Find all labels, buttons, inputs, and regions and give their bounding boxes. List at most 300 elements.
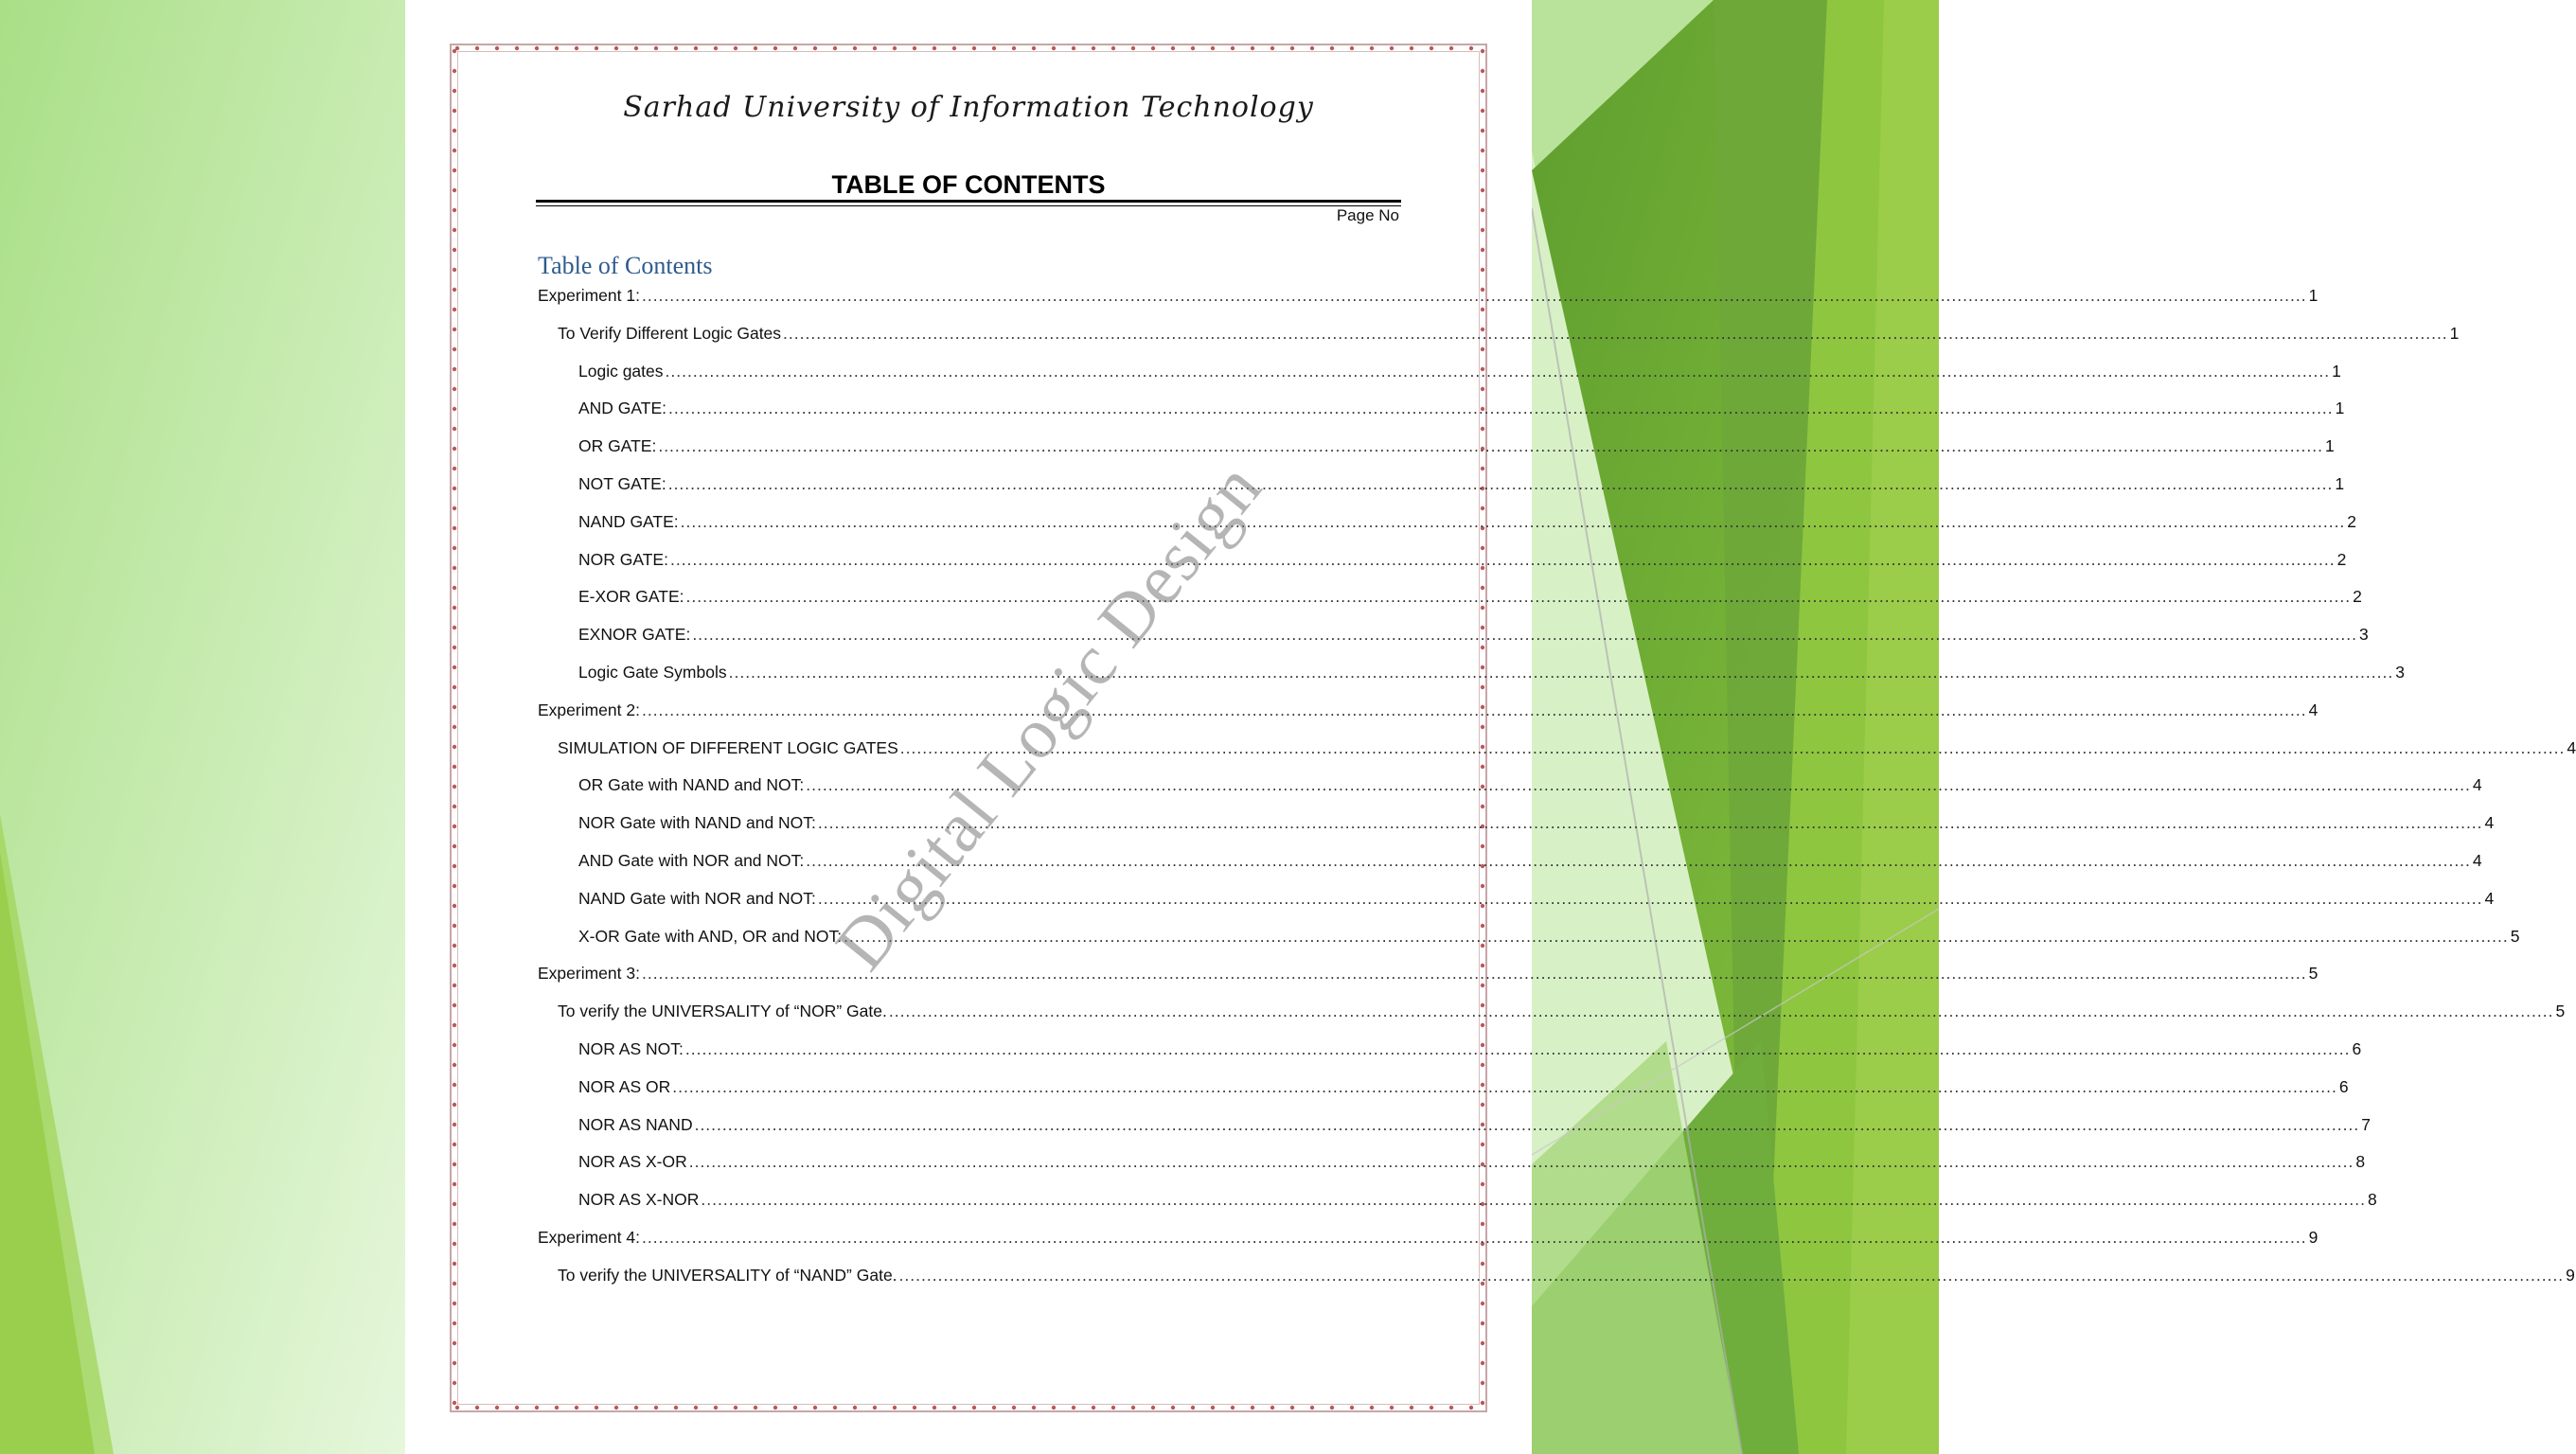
border-ornament: [1481, 984, 1484, 987]
border-ornament: [453, 1321, 456, 1325]
border-ornament: [952, 46, 956, 50]
toc-entry[interactable]: [578, 663, 2405, 685]
toc-title: Table of Contents: [538, 252, 713, 279]
border-ornament: [453, 367, 456, 371]
toc-entry-text: NOT GATE:: [578, 474, 666, 493]
border-ornament: [453, 904, 456, 908]
border-ornament: [1481, 1361, 1484, 1365]
border-ornament: [453, 1023, 456, 1027]
border-ornament: [453, 765, 456, 769]
border-ornament: [453, 1063, 456, 1067]
border-ornament: [654, 1406, 658, 1410]
toc-entry[interactable]: [558, 323, 2460, 346]
university-name: Sarhad University of Information Technology: [623, 91, 1314, 124]
border-ornament: [1370, 46, 1374, 50]
border-ornament: [933, 1406, 936, 1410]
border-ornament: [453, 884, 456, 888]
border-ornament: [453, 467, 456, 470]
toc-entry-text: AND GATE:: [578, 399, 667, 418]
toc-entry[interactable]: [538, 1228, 2318, 1250]
toc-entry-text: Experiment 4:: [538, 1228, 640, 1247]
toc-leader-dots: ............................................................................................................................................................................................................................................................................................................: [783, 323, 2448, 343]
border-ornament: [992, 1406, 996, 1410]
border-ornament: [1410, 1406, 1413, 1410]
border-ornament: [1310, 46, 1314, 50]
border-ornament: [453, 1282, 456, 1286]
toc-entry-text: NOR AS X-OR: [578, 1152, 687, 1172]
border-ornament: [1092, 46, 1095, 50]
border-ornament: [453, 1162, 456, 1166]
border-ornament: [453, 427, 456, 431]
toc-leader-dots: ............................................................................................................................................................................................................................................................................................................: [688, 1152, 2354, 1172]
border-ornament: [535, 1406, 539, 1410]
border-ornament: [453, 646, 456, 649]
toc-entry[interactable]: [578, 436, 2335, 459]
border-ornament: [1171, 46, 1175, 50]
border-ornament: [1151, 46, 1155, 50]
toc-leader-dots: ............................................................................................................................................................................................................................................................................................................: [641, 964, 2307, 984]
toc-leader-dots: ............................................................................................................................................................................................................................................................................................................: [694, 1114, 2360, 1134]
border-ornament: [575, 46, 578, 50]
border-ornament: [1052, 46, 1056, 50]
border-ornament: [1481, 884, 1484, 888]
toc-entry-page: 1: [2332, 361, 2341, 381]
border-ornament: [1131, 1406, 1135, 1410]
border-ornament: [1481, 506, 1484, 510]
border-ornament: [793, 1406, 797, 1410]
toc-leader-dots: ............................................................................................................................................................................................................................................................................................................: [684, 1039, 2351, 1058]
toc-leader-dots: ............................................................................................................................................................................................................................................................................................................: [665, 361, 2331, 381]
border-ornament: [614, 46, 618, 50]
toc-leader-dots: ............................................................................................................................................................................................................................................................................................................: [701, 1190, 2367, 1210]
heading-rule: [536, 200, 1401, 203]
border-ornament: [1370, 1406, 1374, 1410]
border-ornament: [455, 1406, 459, 1410]
toc-entry-text: NOR Gate with NAND and NOT:: [578, 813, 816, 833]
border-ornament: [833, 1406, 837, 1410]
toc-entry-text: AND Gate with NOR and NOT:: [578, 851, 805, 870]
border-ornament: [1481, 1103, 1484, 1107]
border-ornament: [1481, 387, 1484, 391]
border-ornament: [453, 1401, 456, 1405]
border-ornament: [453, 745, 456, 749]
border-ornament: [1211, 1406, 1215, 1410]
border-ornament: [453, 1262, 456, 1266]
border-ornament: [1111, 46, 1115, 50]
border-ornament: [1481, 1182, 1484, 1186]
toc-entry-text: NOR AS NAND: [578, 1114, 693, 1134]
border-ornament: [913, 1406, 916, 1410]
border-ornament: [833, 46, 837, 50]
border-ornament: [1171, 1406, 1175, 1410]
toc-entry[interactable]: [578, 888, 2495, 912]
border-ornament: [453, 487, 456, 490]
border-ornament: [1072, 1406, 1075, 1410]
border-ornament: [1481, 268, 1484, 272]
toc-entry-page: 5: [2510, 926, 2520, 946]
border-ornament: [453, 208, 456, 212]
border-ornament: [1481, 248, 1484, 252]
toc-entry[interactable]: [578, 587, 2362, 610]
border-ornament: [1251, 1406, 1254, 1410]
toc-leader-dots: ............................................................................................................................................................................................................................................................................................................: [806, 775, 2471, 795]
border-ornament: [595, 1406, 598, 1410]
border-ornament: [475, 46, 479, 50]
border-ornament: [1481, 805, 1484, 808]
border-ornament: [1469, 1406, 1473, 1410]
border-ornament: [1481, 149, 1484, 152]
border-ornament: [453, 586, 456, 590]
border-ornament: [714, 46, 718, 50]
border-ornament: [453, 407, 456, 411]
border-ornament: [992, 46, 996, 50]
toc-entry-page: 8: [2368, 1190, 2377, 1210]
toc-entry[interactable]: [578, 1076, 2349, 1100]
border-ornament: [873, 1406, 877, 1410]
border-ornament: [773, 1406, 777, 1410]
border-ornament: [1032, 46, 1036, 50]
toc-leader-dots: ............................................................................................................................................................................................................................................................................................................: [685, 587, 2352, 607]
border-ornament: [1350, 1406, 1354, 1410]
toc-entry-page: 4: [2308, 700, 2318, 719]
border-ornament: [1481, 228, 1484, 232]
border-ornament: [595, 46, 598, 50]
toc-entry[interactable]: [578, 361, 2341, 384]
border-ornament: [453, 1003, 456, 1007]
border-ornament: [1330, 46, 1334, 50]
toc-leader-dots: ............................................................................................................................................................................................................................................................................................................: [844, 926, 2509, 946]
border-ornament: [453, 347, 456, 351]
toc-entry[interactable]: [578, 1039, 2362, 1062]
border-ornament: [453, 526, 456, 530]
border-ornament: [1191, 1406, 1195, 1410]
border-ornament: [893, 46, 897, 50]
border-ornament: [1191, 46, 1195, 50]
toc-entry-page: 8: [2355, 1152, 2366, 1172]
toc-entry-page: 9: [2308, 1228, 2318, 1247]
border-ornament: [1481, 308, 1484, 311]
border-ornament: [1430, 1406, 1433, 1410]
toc-leader-dots: ............................................................................................................................................................................................................................................................................................................: [806, 851, 2471, 870]
toc-entry-text: Experiment 2:: [538, 700, 640, 719]
border-ornament: [1449, 46, 1453, 50]
border-ornament: [1481, 1321, 1484, 1325]
toc-entry[interactable]: [558, 1002, 2566, 1024]
watermark: Digital Logic Design: [820, 448, 1277, 985]
border-ornament: [813, 1406, 817, 1410]
border-ornament: [453, 1123, 456, 1126]
border-ornament: [933, 46, 936, 50]
border-ornament: [694, 46, 698, 50]
border-ornament: [1481, 1341, 1484, 1345]
border-ornament: [1330, 1406, 1334, 1410]
border-ornament: [453, 944, 456, 948]
toc-entry[interactable]: [558, 1265, 2575, 1288]
border-ornament: [453, 1043, 456, 1047]
toc-leader-dots: ............................................................................................................................................................................................................................................................................................................: [817, 888, 2483, 908]
border-ornament: [972, 1406, 976, 1410]
toc-leader-dots: ............................................................................................................................................................................................................................................................................................................: [668, 399, 2334, 418]
border-ornament: [1481, 69, 1484, 73]
border-ornament: [1481, 208, 1484, 212]
border-ornament: [1481, 725, 1484, 729]
border-ornament: [1481, 1381, 1484, 1385]
toc-leader-dots: ............................................................................................................................................................................................................................................................................................................: [669, 549, 2336, 569]
border-ornament: [1481, 1302, 1484, 1305]
toc-entry[interactable]: [578, 399, 2345, 421]
border-ornament: [1481, 1143, 1484, 1146]
border-ornament: [475, 1406, 479, 1410]
border-ornament: [1151, 1406, 1155, 1410]
border-ornament: [1310, 1406, 1314, 1410]
toc-entry-page: 2: [2336, 549, 2347, 569]
toc-entry-page: 4: [2567, 737, 2576, 757]
toc-entry-page: 1: [2449, 323, 2460, 343]
toc-leader-dots: ............................................................................................................................................................................................................................................................................................................: [672, 1076, 2337, 1096]
toc-entry-page: 1: [2335, 399, 2345, 418]
toc-entry-page: 1: [2324, 436, 2335, 456]
border-ornament: [453, 268, 456, 272]
toc-entry-page: 7: [2361, 1114, 2371, 1134]
toc-entry-page: 6: [2338, 1076, 2349, 1096]
border-ornament: [453, 924, 456, 928]
border-ornament: [793, 46, 797, 50]
border-ornament: [1430, 46, 1433, 50]
toc-entry-text: EXNOR GATE:: [578, 625, 691, 645]
toc-entry-page: 5: [2308, 964, 2318, 984]
toc-entry-text: NOR AS X-NOR: [578, 1190, 700, 1210]
toc-entry[interactable]: [578, 625, 2369, 647]
border-ornament: [453, 546, 456, 550]
border-ornament: [453, 1083, 456, 1087]
toc-entry-text: NAND GATE:: [578, 511, 679, 531]
border-ornament: [453, 228, 456, 232]
border-ornament: [1111, 1406, 1115, 1410]
border-ornament: [575, 1406, 578, 1410]
border-ornament: [453, 964, 456, 967]
border-ornament: [535, 46, 539, 50]
toc-leader-dots: ............................................................................................................................................................................................................................................................................................................: [641, 700, 2307, 719]
border-ornament: [453, 1182, 456, 1186]
border-ornament: [853, 1406, 857, 1410]
border-ornament: [453, 725, 456, 729]
toc-leader-dots: ............................................................................................................................................................................................................................................................................................................: [641, 1228, 2307, 1247]
border-ornament: [453, 1103, 456, 1107]
page-no-label: Page No: [1336, 206, 1399, 224]
border-ornament: [453, 606, 456, 610]
heading-rule-thin: [536, 205, 1401, 206]
toc-entry-text: SIMULATION OF DIFFERENT LOGIC GATES: [558, 737, 898, 757]
toc-entry[interactable]: [578, 926, 2520, 949]
toc-leader-dots: ............................................................................................................................................................................................................................................................................................................: [680, 511, 2346, 531]
border-ornament: [1072, 46, 1075, 50]
toc-entry[interactable]: [578, 549, 2347, 573]
toc-entry-page: 4: [2472, 775, 2482, 795]
border-ornament: [453, 69, 456, 73]
toc-entry-text: To Verify Different Logic Gates: [558, 323, 782, 343]
toc-entry[interactable]: [578, 1114, 2371, 1138]
border-ornament: [873, 46, 877, 50]
border-ornament: [1012, 1406, 1016, 1410]
border-ornament: [453, 308, 456, 311]
border-ornament: [453, 387, 456, 391]
document-page: [405, 0, 2576, 1454]
border-ornament: [734, 1406, 737, 1410]
toc-leader-dots: ............................................................................................................................................................................................................................................................................................................: [817, 813, 2483, 833]
border-ornament: [1481, 685, 1484, 689]
toc-entry[interactable]: [578, 474, 2345, 497]
border-ornament: [453, 328, 456, 331]
toc-entry-text: E-XOR GATE:: [578, 587, 684, 607]
toc-entry[interactable]: [578, 1152, 2366, 1175]
border-ornament: [495, 46, 499, 50]
toc-leader-dots: ............................................................................................................................................................................................................................................................................................................: [692, 625, 2357, 645]
border-ornament: [453, 685, 456, 689]
toc-entry-text: NAND Gate with NOR and NOT:: [578, 888, 816, 908]
border-ornament: [453, 1361, 456, 1365]
border-ornament: [1012, 46, 1016, 50]
border-ornament: [453, 864, 456, 868]
toc-entry-text: OR Gate with NAND and NOT:: [578, 775, 805, 795]
toc-leader-dots: ............................................................................................................................................................................................................................................................................................................: [899, 737, 2566, 757]
border-ornament: [453, 1222, 456, 1226]
toc-leader-dots: ............................................................................................................................................................................................................................................................................................................: [658, 436, 2323, 456]
toc-entry-text: Logic gates: [578, 361, 664, 381]
border-ornament: [453, 506, 456, 510]
border-ornament: [1481, 1063, 1484, 1067]
toc-entry-text: Logic Gate Symbols: [578, 663, 727, 682]
border-ornament: [453, 49, 456, 53]
border-ornament: [1390, 1406, 1394, 1410]
border-ornament: [1390, 46, 1394, 50]
toc-entry-text: Experiment 3:: [538, 964, 640, 984]
border-ornament: [453, 825, 456, 828]
border-ornament: [1481, 844, 1484, 848]
border-ornament: [453, 626, 456, 629]
border-ornament: [674, 46, 678, 50]
border-ornament: [1270, 1406, 1274, 1410]
border-ornament: [1092, 1406, 1095, 1410]
border-ornament: [1481, 646, 1484, 649]
border-ornament: [1481, 129, 1484, 133]
toc-entry-page: 6: [2352, 1039, 2362, 1058]
border-ornament: [853, 46, 857, 50]
toc-entry-page: 9: [2566, 1265, 2575, 1285]
border-ornament: [453, 1242, 456, 1246]
border-ornament: [453, 1341, 456, 1345]
border-ornament: [813, 46, 817, 50]
border-ornament: [1481, 49, 1484, 53]
toc-entry-page: 2: [2353, 587, 2362, 607]
toc-leader-dots: ............................................................................................................................................................................................................................................................................................................: [888, 1002, 2554, 1021]
border-ornament: [453, 1381, 456, 1385]
border-ornament: [1469, 46, 1473, 50]
border-ornament: [734, 46, 737, 50]
border-ornament: [674, 1406, 678, 1410]
border-ornament: [1290, 46, 1294, 50]
border-ornament: [952, 1406, 956, 1410]
border-ornament: [754, 1406, 757, 1410]
border-ornament: [1481, 1023, 1484, 1027]
border-ornament: [1211, 46, 1215, 50]
toc-leader-dots: ............................................................................................................................................................................................................................................................................................................: [667, 474, 2334, 493]
toc-entry-page: 5: [2555, 1002, 2566, 1021]
border-ornament: [453, 844, 456, 848]
border-ornament: [1231, 1406, 1235, 1410]
toc-entry-page: 1: [2308, 286, 2318, 305]
border-ornament: [453, 149, 456, 152]
border-ornament: [1052, 1406, 1056, 1410]
border-ornament: [1251, 46, 1254, 50]
border-ornament: [453, 447, 456, 451]
border-ornament: [1449, 1406, 1453, 1410]
border-ornament: [1481, 347, 1484, 351]
toc-entry-page: 4: [2472, 851, 2482, 870]
toc-entry-text: NOR AS NOT:: [578, 1039, 684, 1058]
toc-entry-page: 1: [2335, 474, 2345, 493]
border-ornament: [453, 248, 456, 252]
border-ornament: [754, 46, 757, 50]
border-ornament: [555, 1406, 559, 1410]
page-heading: TABLE OF CONTENTS: [831, 170, 1106, 199]
toc-entry-text: Experiment 1:: [538, 286, 640, 305]
toc-entry[interactable]: [578, 511, 2357, 535]
toc-leader-dots: ............................................................................................................................................................................................................................................................................................................: [641, 286, 2307, 305]
border-ornament: [1481, 1222, 1484, 1226]
border-ornament: [1481, 1401, 1484, 1405]
border-ornament: [453, 785, 456, 789]
border-ornament: [453, 705, 456, 709]
toc-entry-page: 4: [2484, 813, 2495, 833]
border-ornament: [654, 46, 658, 50]
border-ornament: [453, 129, 456, 133]
border-ornament: [1131, 46, 1135, 50]
border-ornament: [972, 46, 976, 50]
toc-entry-text: X-OR Gate with AND, OR and NOT:: [578, 926, 843, 946]
border-ornament: [453, 984, 456, 987]
border-ornament: [1032, 1406, 1036, 1410]
border-ornament: [1290, 1406, 1294, 1410]
toc-entry[interactable]: [538, 286, 2318, 309]
toc-leader-dots: ............................................................................................................................................................................................................................................................................................................: [898, 1265, 2565, 1285]
border-ornament: [1481, 765, 1484, 769]
border-ornament: [634, 1406, 638, 1410]
toc-entry-page: 3: [2395, 663, 2405, 682]
toc-entry[interactable]: [578, 1190, 2377, 1213]
border-ornament: [453, 1143, 456, 1146]
border-ornament: [453, 805, 456, 808]
border-ornament: [694, 1406, 698, 1410]
border-ornament: [634, 46, 638, 50]
border-ornament: [555, 46, 559, 50]
toc-entry-text: To verify the UNIVERSALITY of “NOR” Gate.: [558, 1002, 887, 1021]
toc-entry-page: 3: [2358, 625, 2369, 645]
toc-entry-text: NOR GATE:: [578, 549, 668, 569]
toc-entry-text: To verify the UNIVERSALITY of “NAND” Gate.: [558, 1265, 897, 1285]
toc-entry-page: 4: [2484, 888, 2495, 908]
border-ornament: [1270, 46, 1274, 50]
border-ornament: [453, 1302, 456, 1305]
toc-leader-dots: ............................................................................................................................................................................................................................................................................................................: [728, 663, 2394, 682]
border-ornament: [1231, 46, 1235, 50]
toc-entry-page: 2: [2347, 511, 2357, 531]
border-ornament: [1350, 46, 1354, 50]
toc-entry[interactable]: [538, 964, 2318, 986]
border-ornament: [453, 566, 456, 570]
toc-entry-text: NOR AS OR: [578, 1076, 671, 1096]
toc-entry[interactable]: [538, 700, 2318, 723]
border-ornament: [515, 46, 519, 50]
